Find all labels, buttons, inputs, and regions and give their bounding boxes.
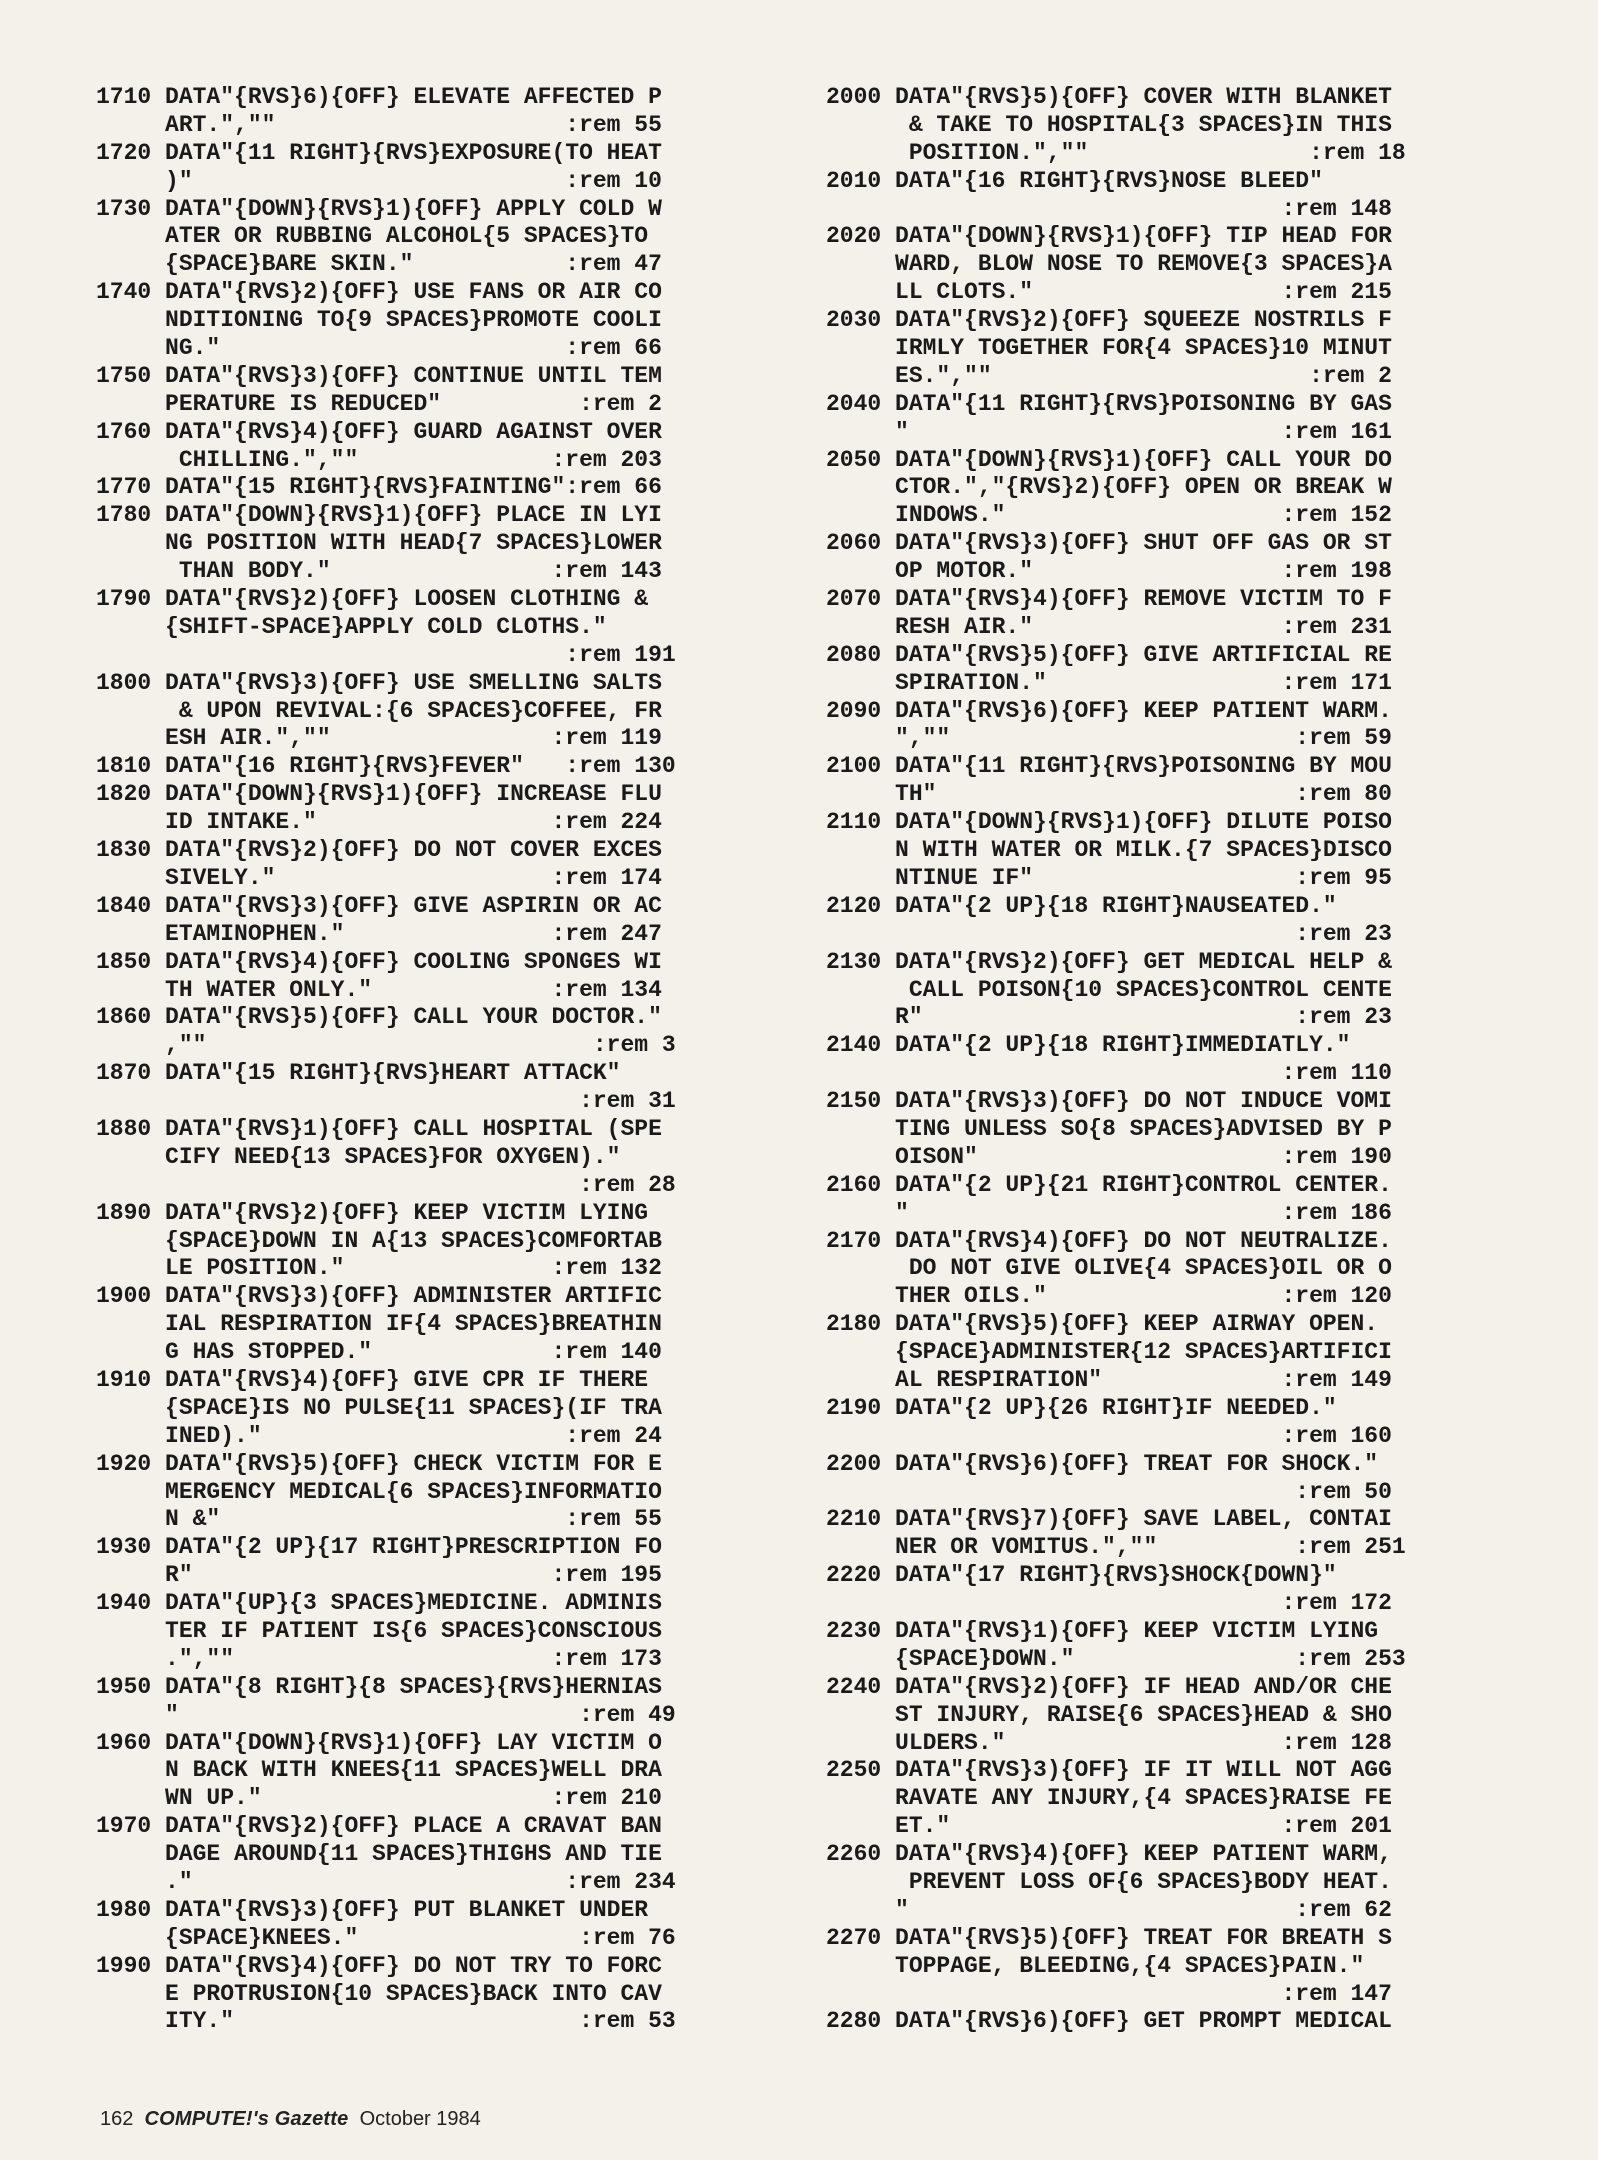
listing-line: & TAKE TO HOSPITAL{3 SPACES}IN THIS bbox=[826, 111, 1392, 138]
listing-line: 1820 DATA"{DOWN}{RVS}1){OFF} INCREASE FLU bbox=[96, 781, 662, 808]
listing-line: 2070 DATA"{RVS}4){OFF} REMOVE VICTIM TO F bbox=[826, 586, 1392, 613]
listing-line: TOPPAGE, BLEEDING,{4 SPACES}PAIN." bbox=[826, 1952, 1365, 1979]
listing-line: LE POSITION." :rem 132 bbox=[96, 1255, 662, 1282]
listing-line: 1780 DATA"{DOWN}{RVS}1){OFF} PLACE IN LYI bbox=[96, 502, 662, 529]
listing-line: ,"" :rem 3 bbox=[96, 1032, 676, 1059]
listing-line: :rem 23 bbox=[826, 920, 1392, 947]
listing-line: 2090 DATA"{RVS}6){OFF} KEEP PATIENT WARM. bbox=[826, 697, 1392, 724]
listing-column-right bbox=[826, 84, 1516, 2036]
listing-line: {SPACE}ADMINISTER{12 SPACES}ARTIFICI bbox=[826, 1339, 1392, 1366]
listing-line: NG." :rem 66 bbox=[96, 335, 662, 362]
listing-line: " :rem 49 bbox=[96, 1701, 676, 1728]
listing-line: {SPACE}KNEES." :rem 76 bbox=[96, 1924, 676, 1951]
listing-line: 2130 DATA"{RVS}2){OFF} GET MEDICAL HELP & bbox=[826, 948, 1392, 975]
listing-line: :rem 50 bbox=[826, 1478, 1392, 1505]
listing-line: 1840 DATA"{RVS}3){OFF} GIVE ASPIRIN OR AC bbox=[96, 892, 662, 919]
listing-line: 1860 DATA"{RVS}5){OFF} CALL YOUR DOCTOR." bbox=[96, 1004, 662, 1031]
listing-line: 2210 DATA"{RVS}7){OFF} SAVE LABEL, CONTAI bbox=[826, 1506, 1392, 1533]
listing-line: CIFY NEED{13 SPACES}FOR OXYGEN)." bbox=[96, 1143, 621, 1170]
listing-line: RAVATE ANY INJURY,{4 SPACES}RAISE FE bbox=[826, 1785, 1392, 1812]
listing-line: G HAS STOPPED." :rem 140 bbox=[96, 1339, 662, 1366]
listing-line: {SPACE}IS NO PULSE{11 SPACES}(IF TRA bbox=[96, 1394, 662, 1421]
listing-line: ATER OR RUBBING ALCOHOL{5 SPACES}TO bbox=[96, 223, 649, 250]
listing-line: PERATURE IS REDUCED" :rem 2 bbox=[96, 390, 662, 417]
listing-line: :rem 28 bbox=[96, 1171, 676, 1198]
listing-line: 2010 DATA"{16 RIGHT}{RVS}NOSE BLEED" bbox=[826, 167, 1323, 194]
listing-line: " :rem 186 bbox=[826, 1199, 1392, 1226]
listing-line: DO NOT GIVE OLIVE{4 SPACES}OIL OR O bbox=[826, 1255, 1392, 1282]
listing-line: POSITION.","" :rem 18 bbox=[826, 139, 1406, 166]
listing-line: 1730 DATA"{DOWN}{RVS}1){OFF} APPLY COLD W bbox=[96, 195, 662, 222]
listing-line: WARD, BLOW NOSE TO REMOVE{3 SPACES}A bbox=[826, 251, 1392, 278]
listing-line: 1870 DATA"{15 RIGHT}{RVS}HEART ATTACK" bbox=[96, 1060, 621, 1087]
listing-line: 2260 DATA"{RVS}4){OFF} KEEP PATIENT WARM, bbox=[826, 1841, 1392, 1868]
listing-line: 2270 DATA"{RVS}5){OFF} TREAT FOR BREATH S bbox=[826, 1924, 1392, 1951]
listing-line: PREVENT LOSS OF{6 SPACES}BODY HEAT. bbox=[826, 1869, 1392, 1895]
listing-line: ." :rem 234 bbox=[96, 1869, 676, 1895]
listing-line: 2120 DATA"{2 UP}{18 RIGHT}NAUSEATED." bbox=[826, 892, 1337, 919]
listing-line: :rem 172 bbox=[826, 1590, 1392, 1617]
listing-line: :rem 110 bbox=[826, 1060, 1392, 1087]
listing-line: " :rem 161 bbox=[826, 418, 1392, 445]
listing-line: ART.","" :rem 55 bbox=[96, 111, 662, 138]
listing-line: THER OILS." :rem 120 bbox=[826, 1283, 1392, 1310]
listing-line: TER IF PATIENT IS{6 SPACES}CONSCIOUS bbox=[96, 1617, 662, 1644]
listing-line: ULDERS." :rem 128 bbox=[826, 1729, 1392, 1756]
listing-line: R" :rem 195 bbox=[96, 1562, 662, 1589]
listing-line: RESH AIR." :rem 231 bbox=[826, 613, 1392, 640]
listing-line: WN UP." :rem 210 bbox=[96, 1785, 662, 1812]
listing-line: ESH AIR.","" :rem 119 bbox=[96, 725, 662, 752]
listing-line: 2150 DATA"{RVS}3){OFF} DO NOT INDUCE VOMI bbox=[826, 1088, 1392, 1115]
listing-line: N &" :rem 55 bbox=[96, 1506, 662, 1533]
page-footer bbox=[100, 2108, 481, 2131]
listing-line: 1790 DATA"{RVS}2){OFF} LOOSEN CLOTHING & bbox=[96, 586, 649, 613]
listing-line: THAN BODY." :rem 143 bbox=[96, 558, 662, 585]
listing-line: 1720 DATA"{11 RIGHT}{RVS}EXPOSURE(TO HEAT bbox=[96, 139, 662, 166]
listing-line: OISON" :rem 190 bbox=[826, 1143, 1392, 1170]
listing-line: 1880 DATA"{RVS}1){OFF} CALL HOSPITAL (SPE bbox=[96, 1115, 662, 1142]
listing-line: OP MOTOR." :rem 198 bbox=[826, 558, 1392, 585]
listing-line: .","" :rem 173 bbox=[96, 1645, 662, 1672]
listing-line: IRMLY TOGETHER FOR{4 SPACES}10 MINUT bbox=[826, 335, 1392, 362]
listing-line: 2280 DATA"{RVS}6){OFF} GET PROMPT MEDICAL bbox=[826, 2008, 1392, 2035]
issue-date: October 1984 bbox=[359, 2108, 481, 2130]
listing-line: LL CLOTS." :rem 215 bbox=[826, 279, 1392, 306]
listing-line: :rem 191 bbox=[96, 641, 676, 668]
listing-line: TH WATER ONLY." :rem 134 bbox=[96, 976, 662, 1003]
listing-line: ET." :rem 201 bbox=[826, 1813, 1392, 1840]
listing-line: 1830 DATA"{RVS}2){OFF} DO NOT COVER EXCES bbox=[96, 837, 662, 864]
listing-line: 2240 DATA"{RVS}2){OFF} IF HEAD AND/OR CHE bbox=[826, 1673, 1392, 1700]
magazine-title: COMPUTE!'s Gazette bbox=[144, 2108, 349, 2130]
listing-line: 2230 DATA"{RVS}1){OFF} KEEP VICTIM LYING bbox=[826, 1617, 1379, 1644]
listing-line: 1710 DATA"{RVS}6){OFF} ELEVATE AFFECTED P bbox=[96, 84, 662, 110]
listing-line: & UPON REVIVAL:{6 SPACES}COFFEE, FR bbox=[96, 697, 662, 724]
listing-line: NDITIONING TO{9 SPACES}PROMOTE COOLI bbox=[96, 307, 662, 334]
listing-line: 1980 DATA"{RVS}3){OFF} PUT BLANKET UNDER bbox=[96, 1896, 649, 1923]
listing-line: R" :rem 23 bbox=[826, 1004, 1392, 1031]
page-number: 162 bbox=[100, 2108, 134, 2130]
listing-line: :rem 31 bbox=[96, 1088, 676, 1115]
listing-line: 2060 DATA"{RVS}3){OFF} SHUT OFF GAS OR ST bbox=[826, 530, 1392, 557]
listing-line: 2110 DATA"{DOWN}{RVS}1){OFF} DILUTE POISO bbox=[826, 809, 1392, 836]
listing-line: N WITH WATER OR MILK.{7 SPACES}DISCO bbox=[826, 837, 1392, 864]
listing-line: SIVELY." :rem 174 bbox=[96, 864, 662, 891]
listing-line: 2030 DATA"{RVS}2){OFF} SQUEEZE NOSTRILS F bbox=[826, 307, 1392, 334]
listing-line: 2080 DATA"{RVS}5){OFF} GIVE ARTIFICIAL RE bbox=[826, 641, 1392, 668]
listing-line: CTOR.","{RVS}2){OFF} OPEN OR BREAK W bbox=[826, 474, 1392, 501]
listing-line: 2220 DATA"{17 RIGHT}{RVS}SHOCK{DOWN}" bbox=[826, 1562, 1337, 1589]
listing-line: 1970 DATA"{RVS}2){OFF} PLACE A CRAVAT BAN bbox=[96, 1813, 662, 1840]
listing-line: NER OR VOMITUS.","" :rem 251 bbox=[826, 1534, 1406, 1561]
listing-line: INDOWS." :rem 152 bbox=[826, 502, 1392, 529]
listing-line: {SPACE}DOWN." :rem 253 bbox=[826, 1645, 1406, 1672]
listing-line: 1950 DATA"{8 RIGHT}{8 SPACES}{RVS}HERNIAS bbox=[96, 1673, 662, 1700]
listing-line: DAGE AROUND{11 SPACES}THIGHS AND TIE bbox=[96, 1841, 662, 1868]
listing-line: 2180 DATA"{RVS}5){OFF} KEEP AIRWAY OPEN. bbox=[826, 1311, 1379, 1338]
listing-line: CALL POISON{10 SPACES}CONTROL CENTE bbox=[826, 976, 1392, 1003]
listing-line: MERGENCY MEDICAL{6 SPACES}INFORMATIO bbox=[96, 1478, 662, 1505]
listing-line: 2200 DATA"{RVS}6){OFF} TREAT FOR SHOCK." bbox=[826, 1450, 1379, 1477]
listing-line: AL RESPIRATION" :rem 149 bbox=[826, 1366, 1392, 1393]
listing-line: ETAMINOPHEN." :rem 247 bbox=[96, 920, 662, 947]
listing-line: :rem 160 bbox=[826, 1422, 1392, 1449]
listing-line: 1990 DATA"{RVS}4){OFF} DO NOT TRY TO FORC bbox=[96, 1952, 662, 1979]
listing-line: CHILLING.","" :rem 203 bbox=[96, 446, 662, 473]
listing-line: 1750 DATA"{RVS}3){OFF} CONTINUE UNTIL TEM bbox=[96, 362, 662, 389]
listing-line: INED)." :rem 24 bbox=[96, 1422, 662, 1449]
listing-line: 2160 DATA"{2 UP}{21 RIGHT}CONTROL CENTER. bbox=[826, 1171, 1392, 1198]
listing-line: {SHIFT-SPACE}APPLY COLD CLOTHS." bbox=[96, 613, 607, 640]
listing-line: " :rem 62 bbox=[826, 1896, 1392, 1923]
listing-line: ST INJURY, RAISE{6 SPACES}HEAD & SHO bbox=[826, 1701, 1392, 1728]
listing-line: 1940 DATA"{UP}{3 SPACES}MEDICINE. ADMINIS bbox=[96, 1590, 662, 1617]
listing-line: 1900 DATA"{RVS}3){OFF} ADMINISTER ARTIFIC bbox=[96, 1283, 662, 1310]
listing-line: {SPACE}BARE SKIN." :rem 47 bbox=[96, 251, 662, 278]
listing-line: )" :rem 10 bbox=[96, 167, 662, 194]
listing-line: 1850 DATA"{RVS}4){OFF} COOLING SPONGES WI bbox=[96, 948, 662, 975]
listing-line: 2140 DATA"{2 UP}{18 RIGHT}IMMEDIATLY." bbox=[826, 1032, 1351, 1059]
listing-line: NG POSITION WITH HEAD{7 SPACES}LOWER bbox=[96, 530, 662, 557]
listing-line: ID INTAKE." :rem 224 bbox=[96, 809, 662, 836]
listing-line: 1810 DATA"{16 RIGHT}{RVS}FEVER" :rem 130 bbox=[96, 753, 676, 780]
listing-line: IAL RESPIRATION IF{4 SPACES}BREATHIN bbox=[96, 1311, 662, 1338]
listing-line: SPIRATION." :rem 171 bbox=[826, 669, 1392, 696]
listing-line: :rem 147 bbox=[826, 1980, 1392, 2007]
listing-line: 2100 DATA"{11 RIGHT}{RVS}POISONING BY MOU bbox=[826, 753, 1392, 780]
listing-line: {SPACE}DOWN IN A{13 SPACES}COMFORTAB bbox=[96, 1227, 662, 1254]
listing-line: 2020 DATA"{DOWN}{RVS}1){OFF} TIP HEAD FOR bbox=[826, 223, 1392, 250]
listing-line: N BACK WITH KNEES{11 SPACES}WELL DRA bbox=[96, 1757, 662, 1784]
listing-line: 1770 DATA"{15 RIGHT}{RVS}FAINTING":rem 66 bbox=[96, 474, 662, 501]
listing-line: 1930 DATA"{2 UP}{17 RIGHT}PRESCRIPTION FO bbox=[96, 1534, 662, 1561]
listing-line: 1800 DATA"{RVS}3){OFF} USE SMELLING SALTS bbox=[96, 669, 662, 696]
listing-column-left bbox=[96, 84, 796, 2036]
listing-line: ES.","" :rem 2 bbox=[826, 362, 1392, 389]
listing-line: 2050 DATA"{DOWN}{RVS}1){OFF} CALL YOUR DO bbox=[826, 446, 1392, 473]
listing-line: E PROTRUSION{10 SPACES}BACK INTO CAV bbox=[96, 1980, 662, 2007]
listing-line: NTINUE IF" :rem 95 bbox=[826, 864, 1392, 891]
listing-line: 1920 DATA"{RVS}5){OFF} CHECK VICTIM FOR E bbox=[96, 1450, 662, 1477]
listing-line: 2250 DATA"{RVS}3){OFF} IF IT WILL NOT AGG bbox=[826, 1757, 1392, 1784]
listing-line: 2190 DATA"{2 UP}{26 RIGHT}IF NEEDED." bbox=[826, 1394, 1337, 1421]
listing-line: :rem 148 bbox=[826, 195, 1392, 222]
listing-line: ITY." :rem 53 bbox=[96, 2008, 676, 2035]
listing-line: 1910 DATA"{RVS}4){OFF} GIVE CPR IF THERE bbox=[96, 1366, 649, 1393]
listing-line: TH" :rem 80 bbox=[826, 781, 1392, 808]
listing-line: 1890 DATA"{RVS}2){OFF} KEEP VICTIM LYING bbox=[96, 1199, 649, 1226]
listing-line: ","" :rem 59 bbox=[826, 725, 1392, 752]
listing-line: 2170 DATA"{RVS}4){OFF} DO NOT NEUTRALIZE. bbox=[826, 1227, 1392, 1254]
listing-line: 1960 DATA"{DOWN}{RVS}1){OFF} LAY VICTIM O bbox=[96, 1729, 662, 1756]
listing-line: 1760 DATA"{RVS}4){OFF} GUARD AGAINST OVER bbox=[96, 418, 662, 445]
listing-line: 2040 DATA"{11 RIGHT}{RVS}POISONING BY GAS bbox=[826, 390, 1392, 417]
listing-line: 1740 DATA"{RVS}2){OFF} USE FANS OR AIR CO bbox=[96, 279, 662, 306]
listing-line: 2000 DATA"{RVS}5){OFF} COVER WITH BLANKET bbox=[826, 84, 1392, 110]
listing-line: TING UNLESS SO{8 SPACES}ADVISED BY P bbox=[826, 1115, 1392, 1142]
